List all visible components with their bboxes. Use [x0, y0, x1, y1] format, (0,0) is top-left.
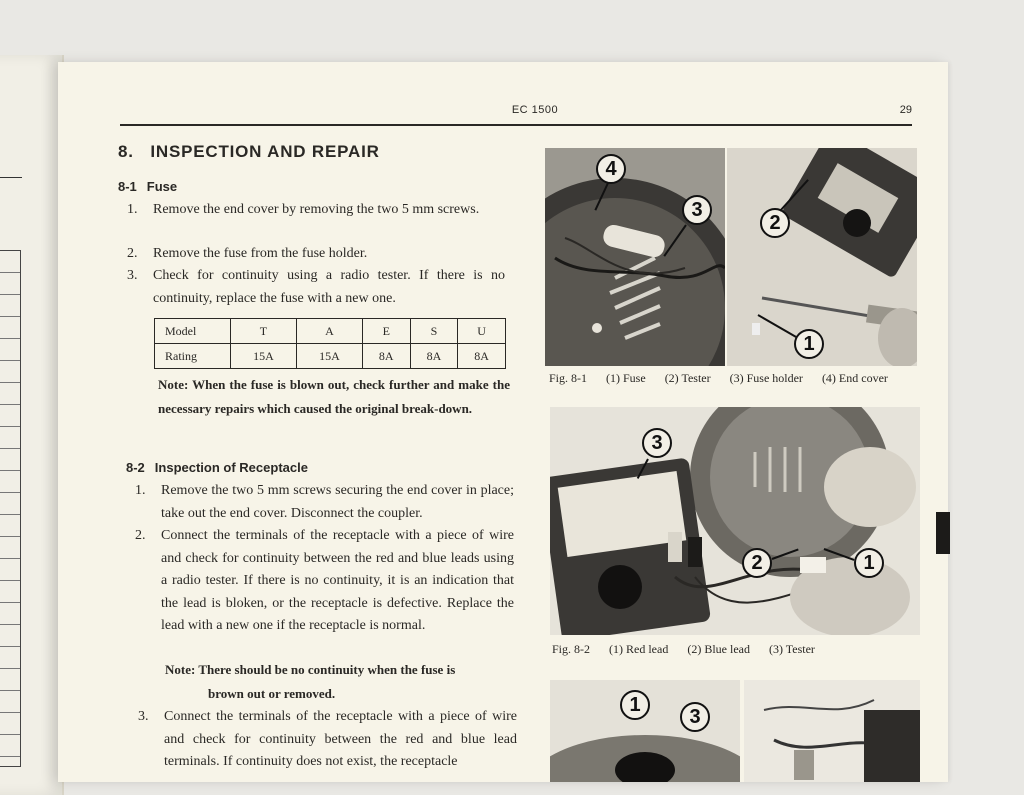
section-title	[118, 142, 380, 162]
fig-8-1-caption	[549, 371, 904, 386]
callout-1: 1	[854, 548, 884, 578]
fig-8-2-photo	[550, 407, 920, 635]
fuse-note: Note: When the fuse is blown out, check further and make the necessary repairs which caused the original break-down.	[158, 377, 510, 416]
step-number: 3.	[127, 268, 138, 283]
table-cell: 15A	[231, 344, 297, 369]
fuse-step-3	[127, 265, 505, 310]
caption-item: (3) Tester	[768, 642, 815, 656]
table-cell: 8A	[410, 344, 458, 369]
callout-1: 1	[620, 690, 650, 720]
caption-item: (1) Fuse	[606, 371, 646, 385]
subsection-title: Fuse	[146, 179, 178, 194]
caption-item: (2) Blue lead	[687, 642, 750, 656]
step-text: Check for continuity using a radio tester. If there is no continuity, replace the fuse with a new one.	[153, 268, 505, 306]
fuse-step-1	[127, 199, 505, 222]
subsection-number: 8-2	[126, 460, 145, 475]
subsection-title: Inspection of Receptacle	[154, 460, 308, 475]
step-number: 1.	[127, 202, 138, 217]
manual-page	[58, 62, 948, 782]
table-cell: E	[362, 319, 410, 344]
table-header-cell: Model	[155, 319, 231, 344]
table-row	[155, 344, 506, 369]
step-number: 2.	[127, 246, 138, 261]
header-model: EC 1500	[511, 104, 559, 116]
step-text: Remove the fuse from the fuse holder.	[153, 246, 368, 261]
note-line: Note: There should be no continuity when the fuse is	[165, 662, 456, 677]
callout-2: 2	[760, 208, 790, 238]
step-number: 3.	[138, 709, 149, 724]
subsection-fuse-title	[118, 179, 177, 194]
step-text: Remove the end cover by removing the two 5 mm screws.	[153, 202, 480, 217]
callout-3: 3	[642, 428, 672, 458]
figure-label: Fig. 8-1	[549, 371, 588, 385]
table-cell: 8A	[362, 344, 410, 369]
step-number: 2.	[135, 528, 146, 543]
step-text: Remove the two 5 mm screws securing the end cover in place; take out the end cover. Disconnect the coupler.	[161, 483, 514, 521]
facing-page-edge	[0, 55, 64, 795]
subsection-receptacle-title	[126, 460, 308, 475]
fuse-step-2	[127, 243, 505, 266]
fig-8-3-photo-right	[744, 680, 920, 782]
table-header-cell: Rating	[155, 344, 231, 369]
fuse-rating-table	[154, 318, 506, 369]
page-number: 29	[899, 104, 912, 116]
caption-item: (3) Fuse holder	[729, 371, 803, 385]
section-title-text: INSPECTION AND REPAIR	[150, 142, 380, 161]
step-text: Connect the terminals of the receptacle with a piece of wire and check for continuity between the red and blue lead terminals. If continuity does not exist, the receptacle	[164, 709, 517, 769]
callout-3: 3	[682, 195, 712, 225]
receptacle-note	[165, 658, 518, 706]
receptacle-step-1	[135, 480, 514, 525]
callout-4: 4	[596, 154, 626, 184]
callout-3: 3	[680, 702, 710, 732]
step-text: Connect the terminals of the receptacle with a piece of wire and check for continuity between the red and blue leads using a radio tester. If there is no continuity, it is an indication that the lead is bloken, or the receptacle is defective. Replace the lead with a new one if the receptacle is normal.	[161, 528, 514, 633]
fig-8-1-photo-end-cover	[545, 148, 725, 366]
table-cell: U	[458, 319, 506, 344]
table-cell: T	[231, 319, 297, 344]
fig-8-2-caption	[552, 642, 831, 657]
table-row	[155, 319, 506, 344]
callout-1: 1	[794, 329, 824, 359]
facing-page-rule	[0, 177, 22, 178]
facing-page-table	[0, 250, 21, 767]
table-cell: 15A	[296, 344, 362, 369]
callout-2: 2	[742, 548, 772, 578]
section-number: 8.	[118, 142, 134, 161]
caption-item: (1) Red lead	[609, 642, 669, 656]
table-cell: S	[410, 319, 458, 344]
header-rule	[120, 124, 912, 126]
note-line: brown out or removed.	[208, 686, 336, 701]
thumb-index-tab	[936, 512, 950, 554]
figure-label: Fig. 8-2	[552, 642, 591, 656]
receptacle-step-3	[138, 706, 517, 774]
caption-item: (2) Tester	[664, 371, 711, 385]
fig-8-1-photo-tester	[727, 148, 917, 366]
caption-item: (4) End cover	[821, 371, 888, 385]
subsection-number: 8-1	[118, 179, 137, 194]
receptacle-step-2	[135, 525, 514, 638]
step-number: 1.	[135, 483, 146, 498]
table-cell: A	[296, 319, 362, 344]
table-cell: 8A	[458, 344, 506, 369]
